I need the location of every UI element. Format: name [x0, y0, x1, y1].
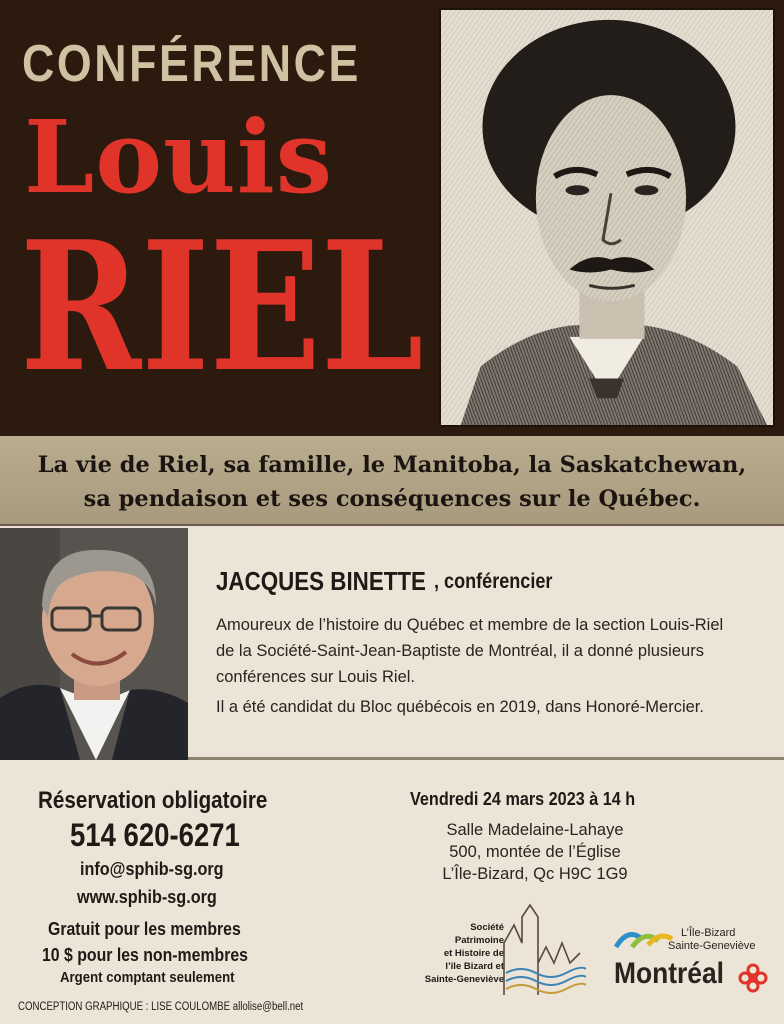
title-first-name: Louis [24, 98, 334, 216]
free-members-note: Gratuit pour les membres [48, 919, 241, 939]
conference-kicker: CONFÉRENCE [22, 35, 361, 93]
venue-line: L’Île-Bizard, Qc H9C 1G9 [442, 865, 628, 883]
speaker-name [216, 566, 460, 597]
venue-line: 500, montée de l’Église [449, 843, 621, 861]
cash-only-note: Argent comptant seulement [60, 969, 235, 986]
info-section [0, 763, 784, 1024]
borough-name-1: L’Île-Bizard [681, 927, 736, 939]
speaker-bio [216, 612, 764, 720]
montreal-rose-icon [738, 963, 768, 993]
montreal-wordmark: Montréal [614, 957, 725, 990]
venue-line: Salle Madelaine-Lahaye [446, 821, 624, 839]
society-name [414, 921, 504, 986]
reservation-email-link[interactable]: info@sphib-sg.org [80, 859, 224, 879]
borough-wave-icon [614, 925, 674, 951]
society-line: Sainte-Geneviève [424, 974, 504, 985]
portrait-engraving-image [441, 10, 773, 425]
website-link[interactable]: www.sphib-sg.org [77, 887, 217, 907]
society-line: l’île Bizard et [445, 961, 504, 972]
montreal-logo [614, 927, 774, 1003]
speaker-photo [0, 528, 188, 760]
speaker-photo-image [0, 528, 188, 760]
subtitle-line-2: sa pendaison et ses conséquences sur le Québec. [83, 486, 701, 512]
subtitle-line-1: La vie de Riel, sa famille, le Manitoba, la Saskatchewan, [37, 452, 747, 478]
bio-line: Amoureux de l’histoire du Québec et membre de la section Louis-Riel [216, 616, 724, 634]
reservation-title: Réservation obligatoire [38, 787, 268, 814]
event-date: Vendredi 24 mars 2023 à 14 h [410, 789, 636, 809]
speaker-section [0, 528, 784, 760]
subtitle-band [0, 436, 784, 526]
bio-line: Il a été candidat du Bloc québécois en 2019, dans Honoré-Mercier. [216, 698, 704, 716]
design-credit [18, 1001, 358, 1013]
credit-label: CONCEPTION GRAPHIQUE : LISE COULOMBE [18, 1001, 231, 1013]
society-logo-icon [496, 903, 586, 997]
event-venue [420, 819, 650, 885]
speaker-role: , conférencier [434, 570, 553, 593]
bio-line: conférences sur Louis Riel. [216, 668, 416, 686]
society-line: et Histoire de [443, 948, 504, 959]
louis-riel-portrait [439, 8, 775, 427]
society-line: Société [470, 922, 504, 933]
title-banner [0, 0, 784, 436]
nonmember-price-note: 10 $ pour les non-membres [42, 945, 248, 965]
society-line: Patrimoine [454, 935, 504, 946]
bio-line: de la Société-Saint-Jean-Baptiste de Montréal, il a donné plusieurs [216, 642, 704, 660]
speaker-name-text: JACQUES BINETTE [216, 566, 426, 596]
borough-name-2: Sainte-Geneviève [668, 940, 756, 952]
credit-email-link[interactable]: allolise@bell.net [232, 1001, 304, 1013]
title-last-name: RIEL [20, 202, 424, 411]
reservation-phone[interactable]: 514 620-6271 [70, 817, 240, 853]
